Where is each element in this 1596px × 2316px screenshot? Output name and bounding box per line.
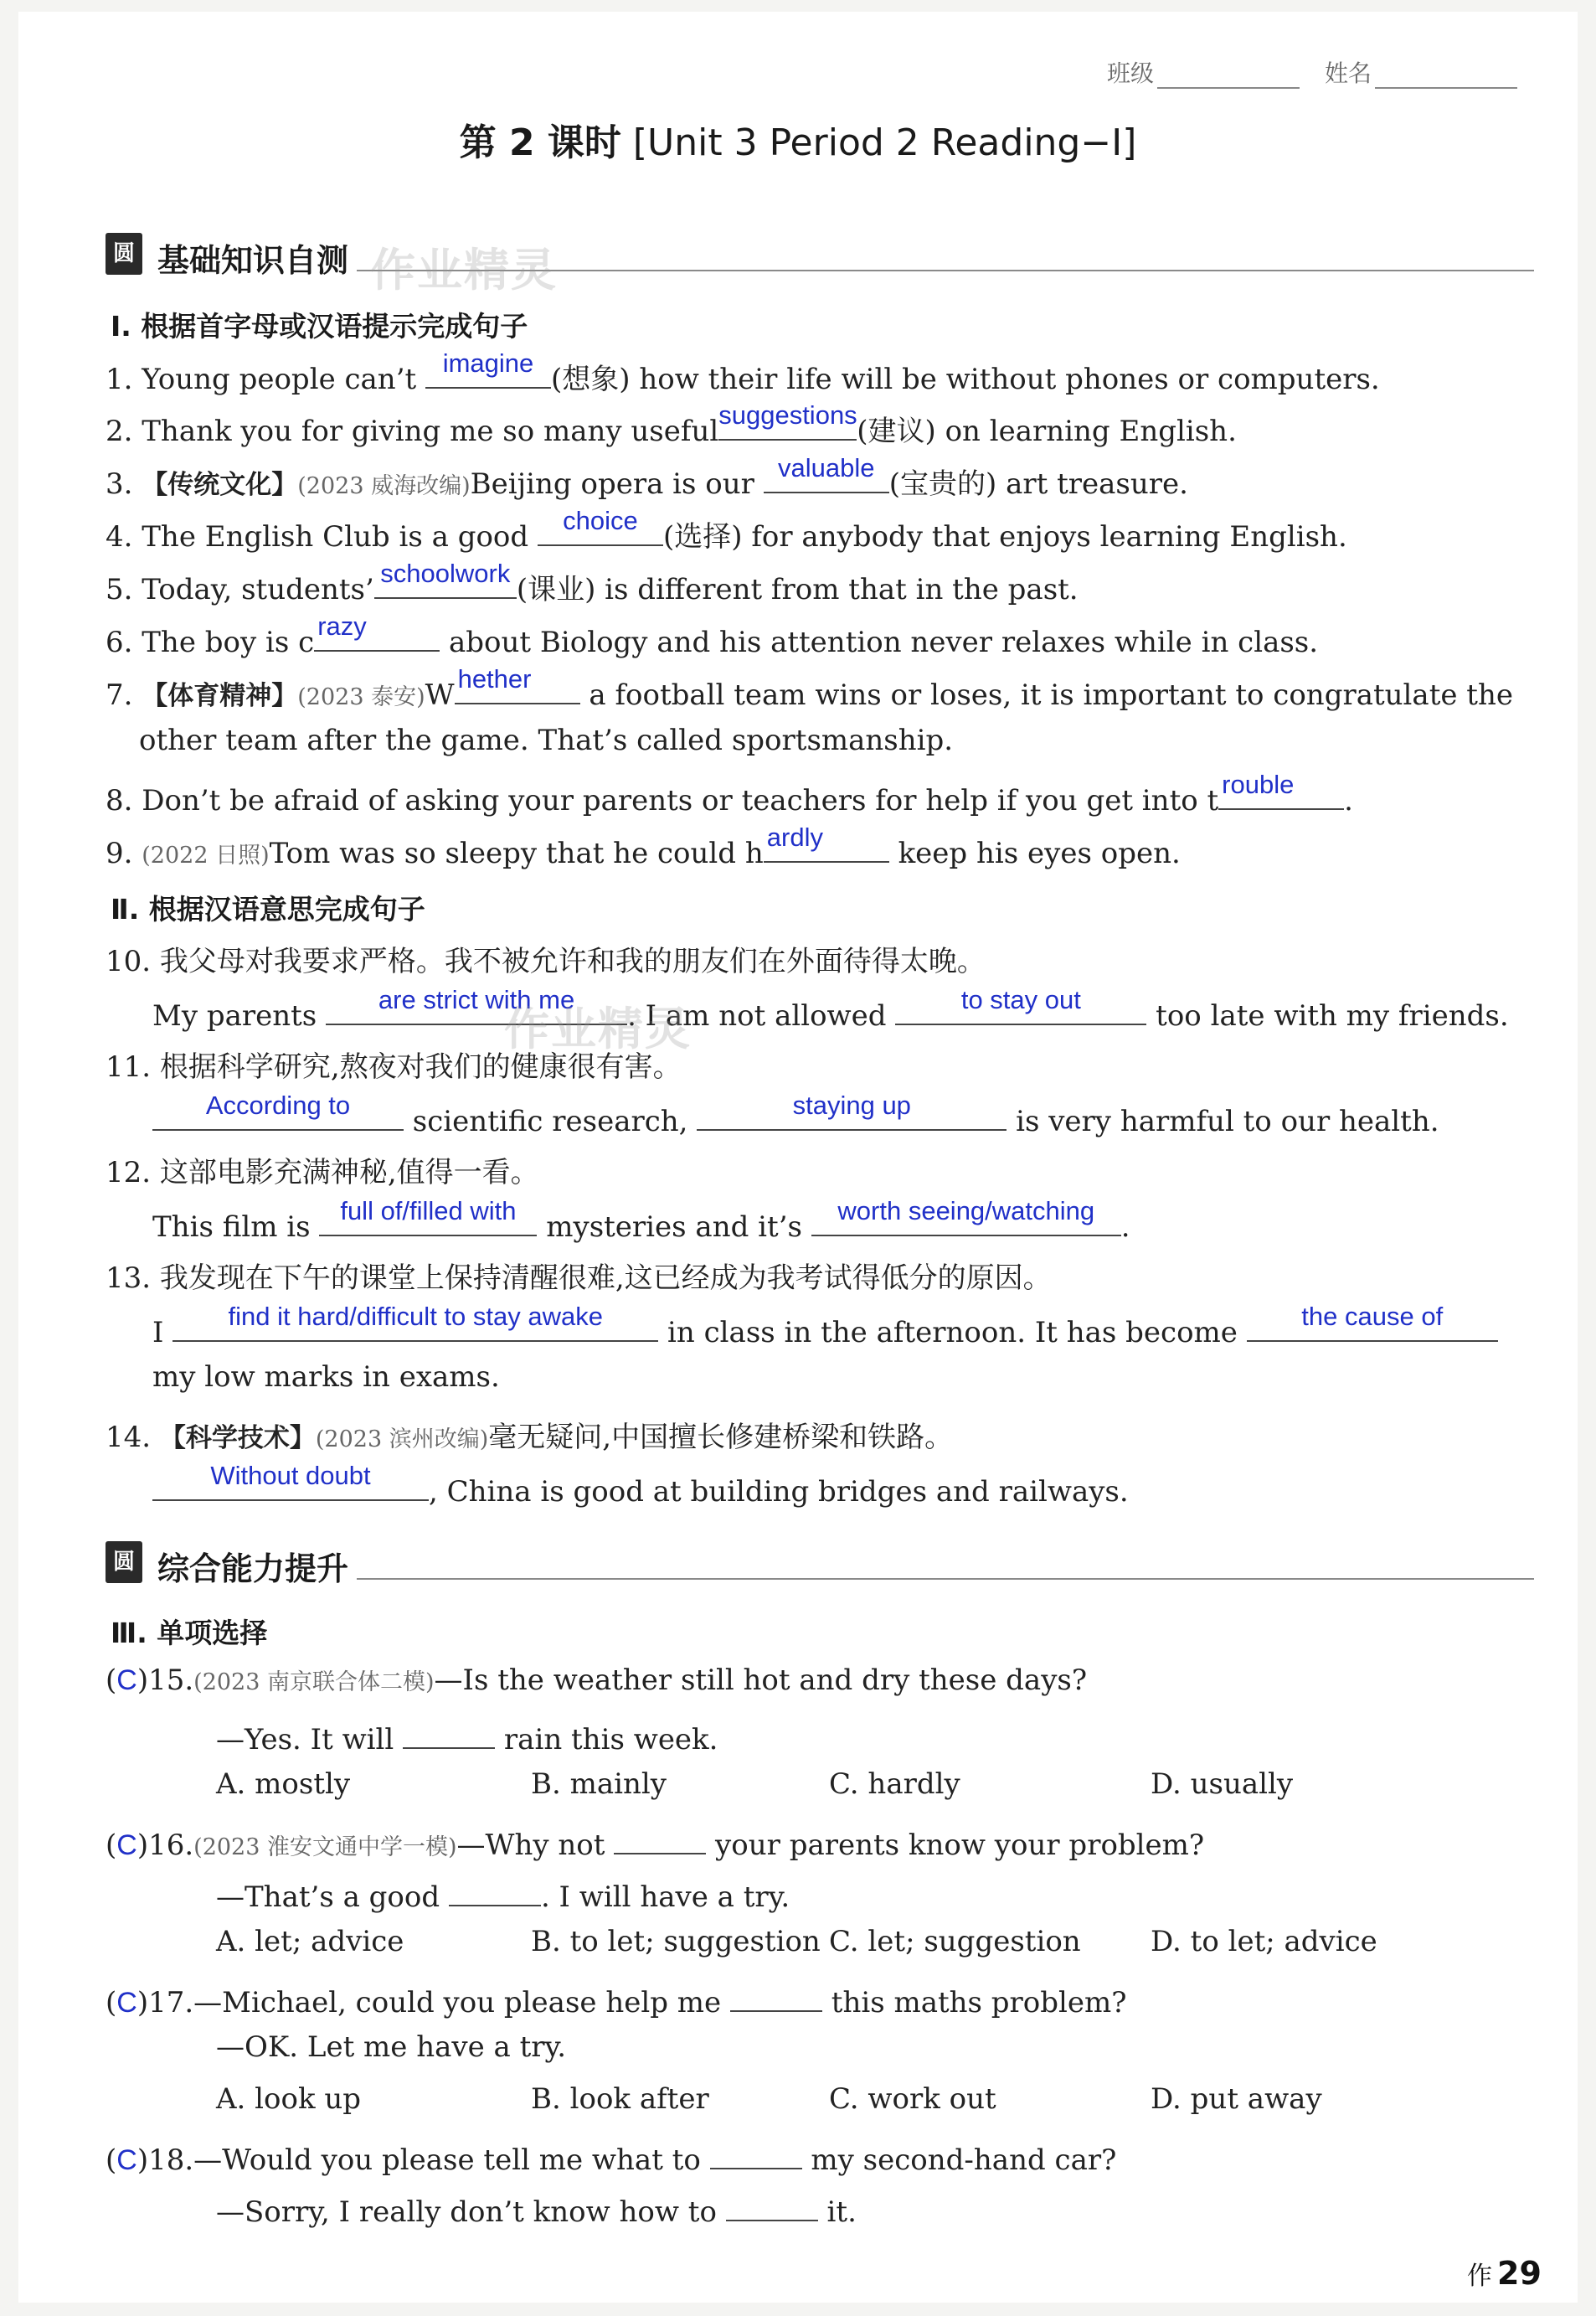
option-b[interactable]: B. mainly (531, 1767, 667, 1801)
section-header-improve (106, 1540, 1534, 1590)
answer-blank[interactable] (449, 1873, 541, 1906)
part-title-2: Ⅱ. 根据汉语意思完成句子 (111, 893, 425, 926)
watermark: 作业精灵 (370, 244, 558, 297)
option-c[interactable]: C. let; suggestion (829, 1925, 1081, 1958)
question-4: 4. The English Club is a good choice (选择) for anybody that enjoys learning English. (106, 506, 1347, 554)
question-1: 1. Young people can’t imagine (想象) how their life will be without phones or computers. (106, 348, 1380, 396)
answer-blank[interactable]: According to (152, 1097, 404, 1131)
question-10: My parents are strict with me . I am not allowed to stay out too late with my friends. (152, 985, 1509, 1033)
answer-blank[interactable] (710, 2136, 802, 2169)
option-a[interactable]: A. look up (216, 2082, 362, 2116)
answer-blank[interactable]: the cause of (1247, 1308, 1498, 1342)
answer-blank[interactable]: rouble (1218, 776, 1344, 810)
chosen-answer[interactable]: C (116, 2144, 137, 2176)
option-a[interactable]: A. mostly (216, 1767, 351, 1801)
mc-question-15: (C)15.(2023 南京联合体二模)—Is the weather still hot and dry these days? (106, 1663, 1088, 1697)
option-d[interactable]: D. usually (1151, 1767, 1294, 1801)
question-12-prompt: 12. 这部电影充满神秘,值得一看。 (106, 1156, 539, 1189)
divider (357, 1578, 1534, 1580)
mc-15-line2: —Yes. It will rain this week. (216, 1715, 718, 1756)
mc-16-line2: —That’s a good . I will have a try. (216, 1873, 790, 1914)
worksheet-page (18, 12, 1578, 2303)
answer-blank[interactable]: schoolwork (374, 565, 517, 599)
option-c[interactable]: C. hardly (829, 1767, 960, 1801)
page-title: 第 2 课时 [Unit 3 Period 2 Reading−Ⅰ] (459, 121, 1137, 164)
part-title-1: Ⅰ. 根据首字母或汉语提示完成句子 (111, 310, 528, 343)
question-3: 3. 【传统文化】(2023 威海改编)Beijing opera is our valuable (宝贵的) art treasure. (106, 453, 1188, 501)
question-13-continued: my low marks in exams. (152, 1360, 500, 1394)
name-field[interactable]: 姓名 (1325, 55, 1517, 89)
option-c[interactable]: C. work out (829, 2082, 996, 2116)
question-10-prompt: 10. 我父母对我要求严格。我不被允许和我的朋友们在外面待得太晚。 (106, 945, 986, 978)
question-5: 5. Today, students’ schoolwork (课业) is different from that in the past. (106, 559, 1079, 606)
question-14: Without doubt , China is good at building bridges and railways. (152, 1467, 1129, 1509)
watermark: 作业精灵 (504, 1003, 692, 1055)
question-11: According to scientific research, staying up is very harmful to our health. (152, 1097, 1439, 1138)
answer-blank[interactable] (726, 2188, 818, 2221)
section-label: 综合能力提升 (157, 1550, 349, 1587)
question-7: 7. 【体育精神】(2023 泰安)W hether a football team wins or loses, it is important to congratulate the (106, 664, 1513, 712)
student-info-fields (1107, 55, 1517, 89)
chosen-answer[interactable]: C (116, 1664, 137, 1696)
page-number: 作 29 (1467, 2255, 1542, 2292)
answer-blank[interactable]: razy (314, 618, 440, 652)
answer-blank[interactable]: worth seeing/watching (811, 1203, 1121, 1236)
option-d[interactable]: D. put away (1151, 2082, 1322, 2116)
answer-blank[interactable] (403, 1715, 495, 1749)
answer-blank[interactable] (730, 1978, 822, 2012)
answer-blank[interactable]: valuable (764, 460, 889, 493)
mc-question-16: (C)16.(2023 淮安文通中学一模)—Why not your parents know your problem? (106, 1821, 1204, 1862)
mc-18-line2: —Sorry, I really don’t know how to it. (216, 2188, 857, 2229)
answer-blank[interactable]: suggestions (718, 407, 857, 441)
option-d[interactable]: D. to let; advice (1151, 1925, 1377, 1958)
part-title-3: Ⅲ. 单项选择 (111, 1617, 268, 1649)
mc-question-18: (C)18.—Would you please tell me what to my second-hand car? (106, 2136, 1116, 2177)
option-b[interactable]: B. to let; suggestion (531, 1925, 821, 1958)
option-b[interactable]: B. look after (531, 2082, 709, 2116)
answer-blank[interactable]: are strict with me (326, 992, 627, 1025)
section-badge-icon: 圆 (106, 1541, 142, 1583)
question-12: This film is full of/filled with mysteries and it’s worth seeing/watching . (152, 1196, 1130, 1244)
chosen-answer[interactable]: C (116, 1829, 137, 1861)
mc-17-line2: —OK. Let me have a try. (216, 2030, 567, 2064)
answer-blank[interactable]: staying up (697, 1097, 1007, 1131)
option-a[interactable]: A. let; advice (216, 1925, 404, 1958)
section-header-basic (106, 231, 1534, 281)
section-label: 基础知识自测 (157, 242, 349, 279)
class-field[interactable]: 班级 (1107, 55, 1300, 89)
question-6: 6. The boy is c razy about Biology and his attention never relaxes while in class. (106, 611, 1319, 659)
question-7-continued: other team after the game. That’s called sportsmanship. (139, 724, 954, 757)
answer-blank[interactable]: find it hard/difficult to stay awake (172, 1308, 658, 1342)
question-11-prompt: 11. 根据科学研究,熬夜对我们的健康很有害。 (106, 1050, 682, 1084)
question-13: I find it hard/difficult to stay awake in class in the afternoon. It has become the cause of (152, 1308, 1498, 1349)
answer-blank[interactable]: to stay out (895, 992, 1146, 1025)
answer-blank[interactable]: choice (538, 513, 663, 546)
answer-blank[interactable]: full of/filled with (319, 1203, 537, 1236)
answer-blank[interactable]: hether (455, 671, 580, 704)
answer-blank[interactable]: Without doubt (152, 1467, 429, 1501)
mc-question-17: (C)17.—Michael, could you please help me this maths problem? (106, 1978, 1127, 2019)
answer-blank[interactable]: imagine (425, 355, 551, 389)
section-badge-icon: 圆 (106, 233, 142, 275)
question-9: 9. (2022 日照)Tom was so sleepy that he could h ardly keep his eyes open. (106, 823, 1181, 870)
answer-blank[interactable]: ardly (764, 829, 889, 863)
question-13-prompt: 13. 我发现在下午的课堂上保持清醒很难,这已经成为我考试得低分的原因。 (106, 1261, 1052, 1295)
answer-blank[interactable] (614, 1821, 706, 1854)
question-2: 2. Thank you for giving me so many useful suggestions (建议) on learning English. (106, 400, 1237, 448)
chosen-answer[interactable]: C (116, 1987, 137, 2019)
question-8: 8. Don’t be afraid of asking your parents or teachers for help if you get into t rouble . (106, 770, 1353, 818)
question-14-prompt: 14. 【科学技术】(2023 滨州改编)毫无疑问,中国擅长修建桥梁和铁路。 (106, 1421, 954, 1454)
